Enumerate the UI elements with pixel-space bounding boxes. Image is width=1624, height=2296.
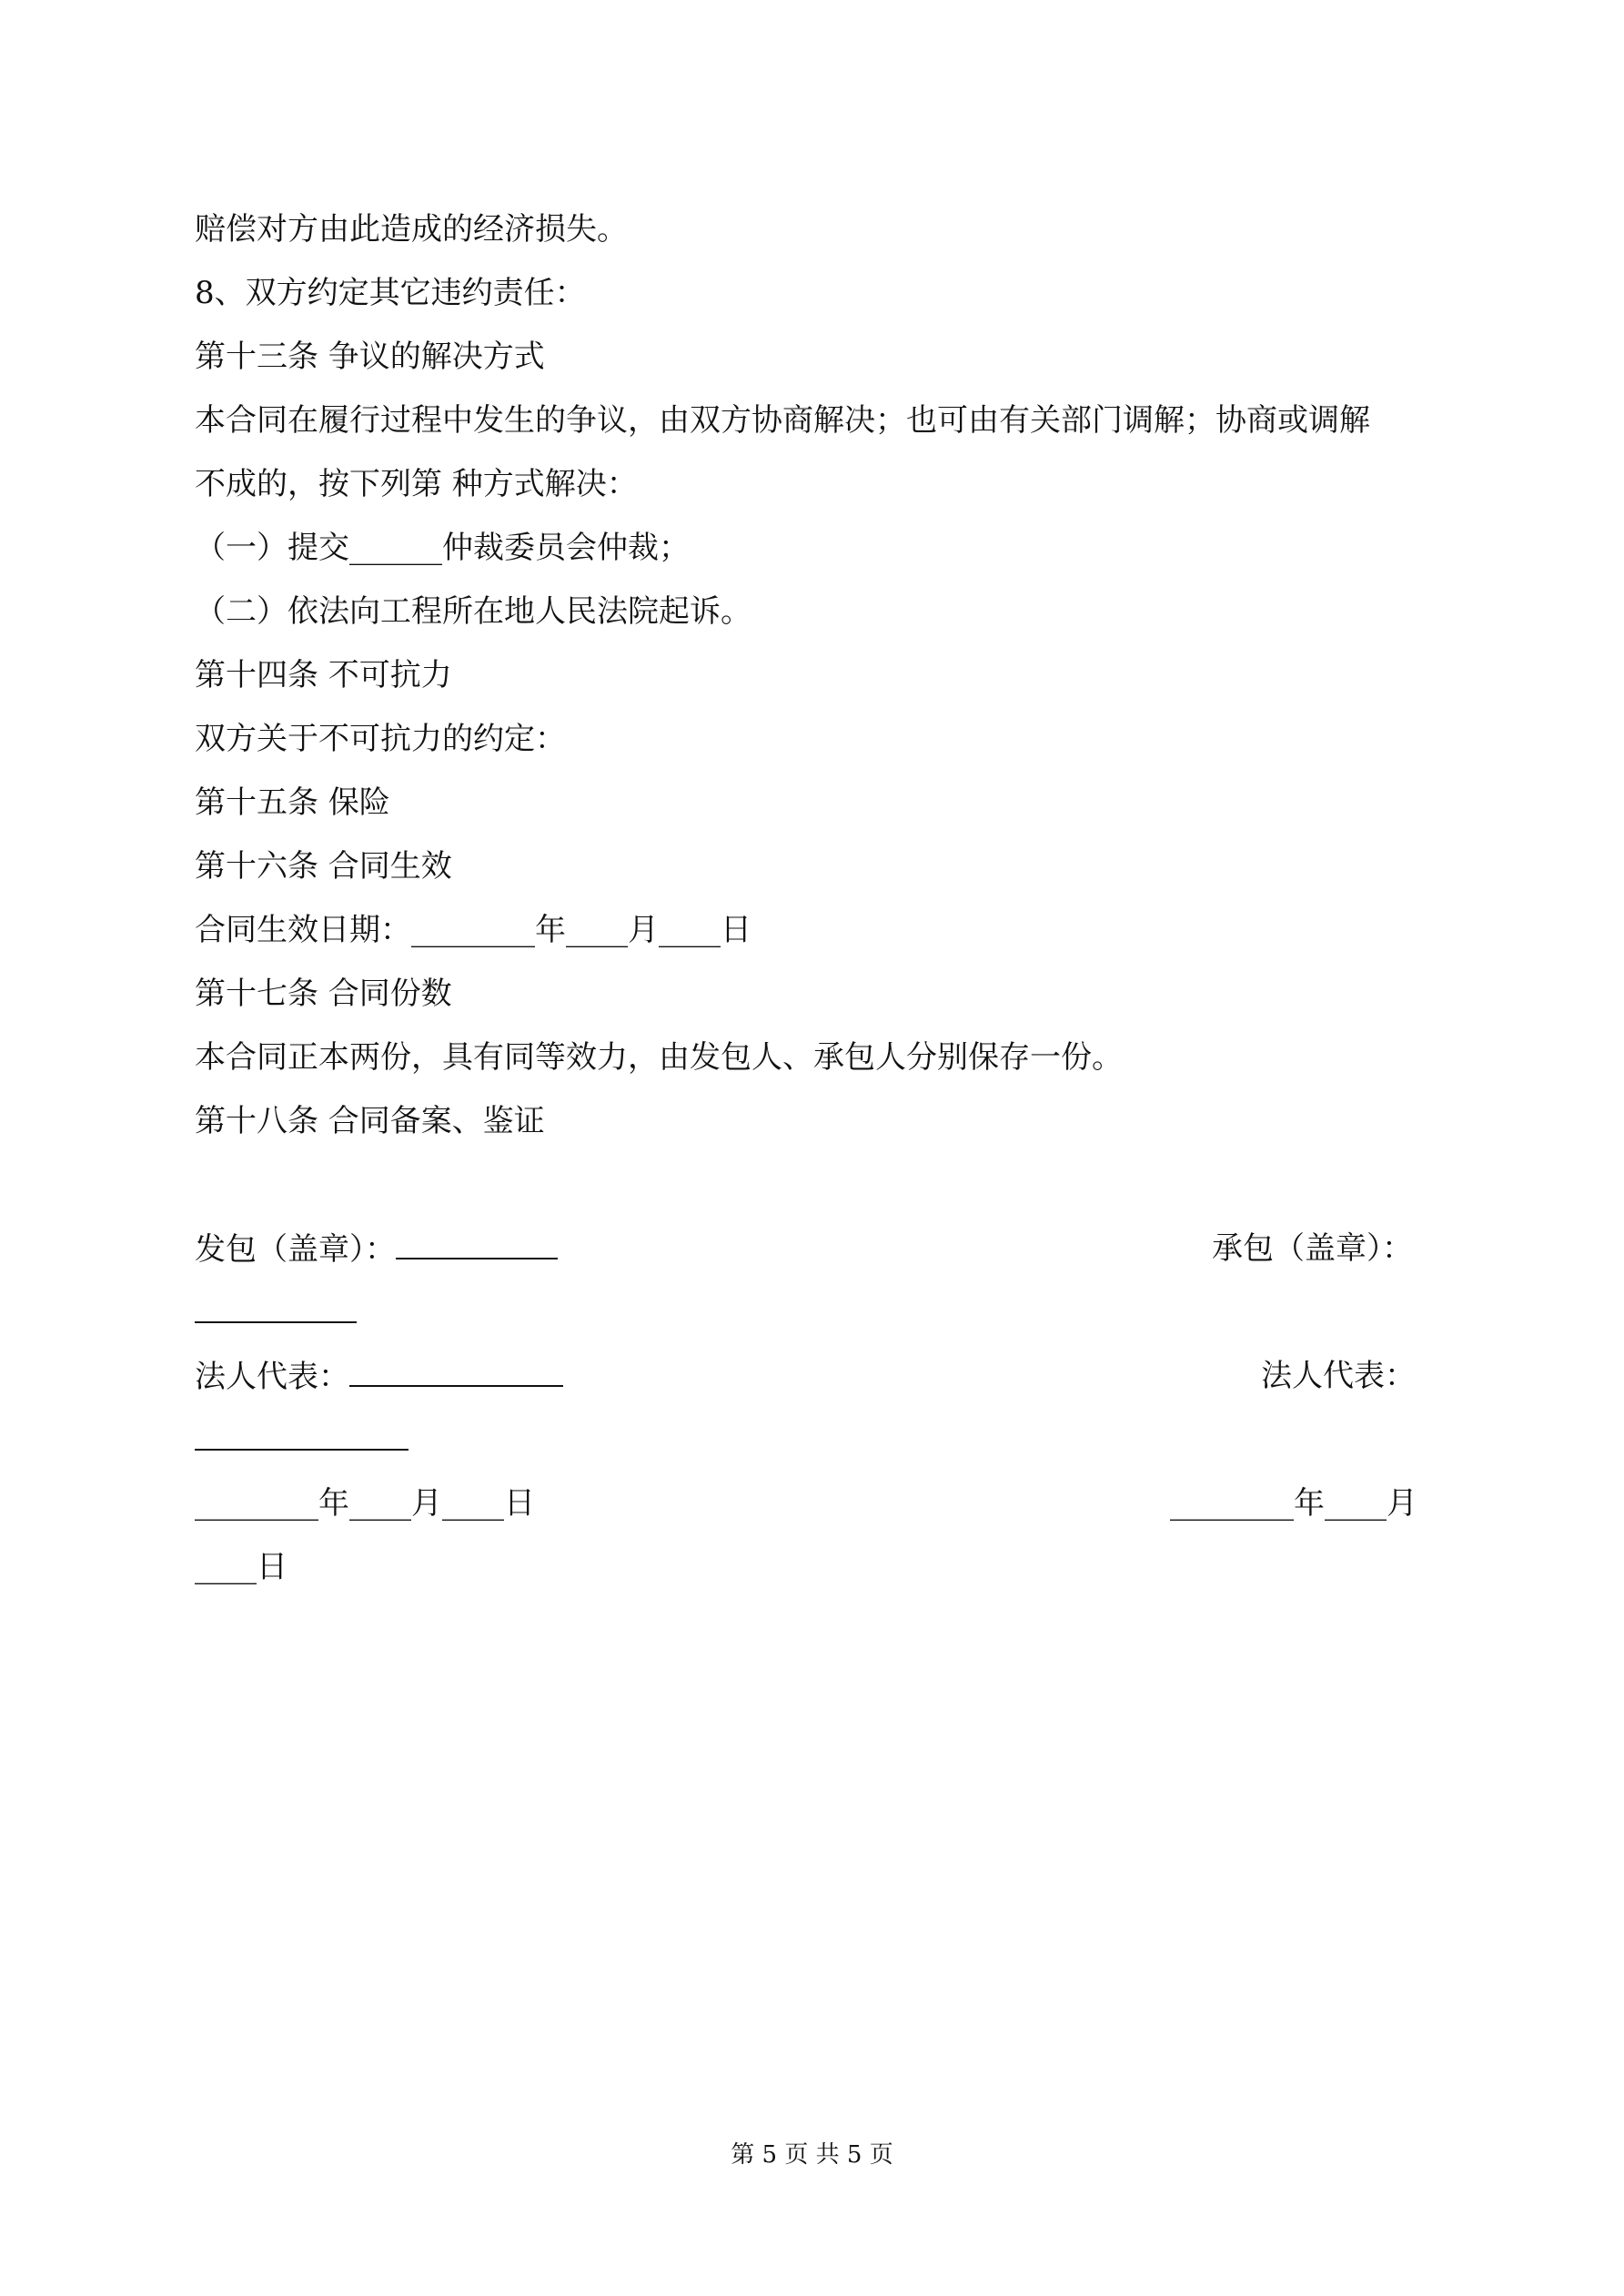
party-a-seal-blank bbox=[396, 1230, 558, 1259]
date-b-line2: ____日 bbox=[195, 1549, 287, 1585]
legal-rep-a-row bbox=[195, 1358, 563, 1395]
article-17-heading: 第十七条 合同份数 bbox=[195, 976, 452, 1012]
party-a-seal-row bbox=[195, 1230, 558, 1268]
party-a-seal-label: 发包（盖章）： bbox=[195, 1231, 396, 1268]
body-line-6: （一）提交______仲裁委员会仲裁； bbox=[195, 530, 690, 566]
date-a-line: ________年____月____日 bbox=[195, 1485, 535, 1522]
body-line-1: 赔偿对方由此造成的经济损失。 bbox=[195, 211, 628, 248]
body-line-14: 本合同正本两份，具有同等效力，由发包人、承包人分别保存一份。 bbox=[195, 1039, 1123, 1076]
legal-rep-b-blank bbox=[195, 1421, 409, 1451]
body-line-2: 8、双方约定其它违约责任： bbox=[195, 275, 586, 311]
party-b-seal-label: 承包（盖章）： bbox=[1212, 1230, 1413, 1267]
legal-rep-b-row bbox=[195, 1421, 409, 1459]
legal-rep-a-label: 法人代表： bbox=[195, 1359, 349, 1395]
date-b-line1: ________年____月 bbox=[1170, 1485, 1417, 1522]
effective-date-line: 合同生效日期：________年____月____日 bbox=[195, 912, 751, 948]
legal-rep-b-label: 法人代表： bbox=[1261, 1358, 1416, 1394]
body-line-4: 本合同在履行过程中发生的争议，由双方协商解决；也可由有关部门调解；协商或调解 bbox=[195, 402, 1370, 439]
page-footer: 第 5 页 共 5 页 bbox=[731, 2141, 893, 2169]
body-line-7: （二）依法向工程所在地人民法院起诉。 bbox=[195, 593, 751, 630]
article-18-heading: 第十八条 合同备案、鉴证 bbox=[195, 1103, 545, 1139]
article-14-heading: 第十四条 不可抗力 bbox=[195, 657, 452, 693]
article-16-heading: 第十六条 合同生效 bbox=[195, 848, 452, 885]
article-13-heading: 第十三条 争议的解决方式 bbox=[195, 339, 545, 375]
body-line-5: 不成的，按下列第 种方式解决： bbox=[195, 466, 638, 502]
body-line-9: 双方关于不可抗力的约定： bbox=[195, 721, 566, 757]
legal-rep-a-blank bbox=[349, 1358, 563, 1387]
article-15-heading: 第十五条 保险 bbox=[195, 784, 390, 821]
party-b-seal-blank bbox=[195, 1294, 357, 1323]
party-b-seal-row bbox=[195, 1294, 357, 1331]
